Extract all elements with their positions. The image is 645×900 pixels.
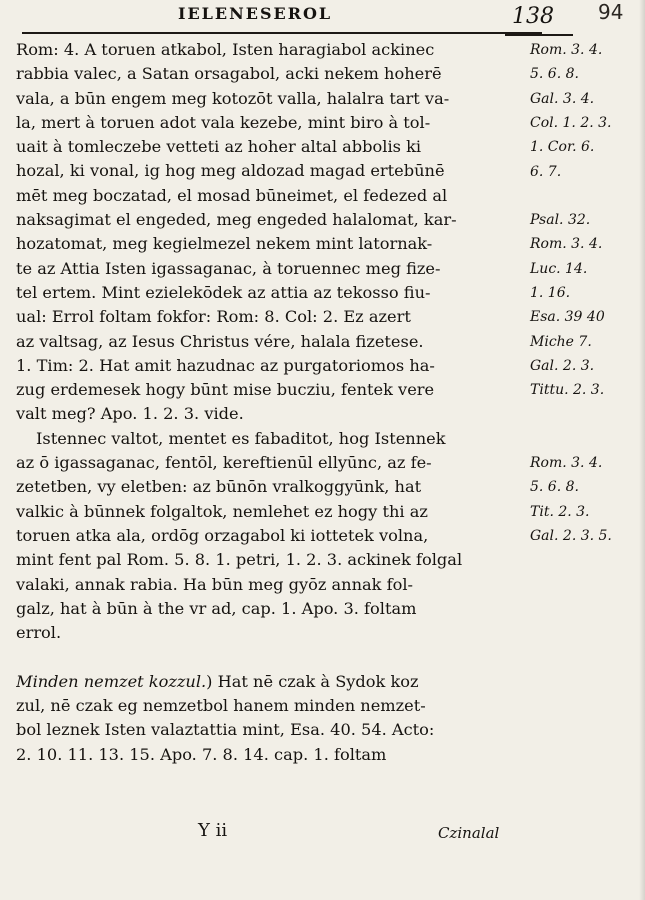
page-footer xyxy=(0,820,645,860)
text-line xyxy=(16,305,526,329)
text-line xyxy=(16,427,526,451)
text-line xyxy=(16,184,526,208)
margin-rubric: Minden nemzet kozzul. xyxy=(16,671,207,691)
text-line xyxy=(16,500,526,524)
line-text: 1. Tim: 2. Hat amit hazudnac az purgatoriomos ha- xyxy=(16,355,435,375)
text-line xyxy=(16,38,526,62)
scripture-reference: Psal. 32. xyxy=(530,212,591,229)
text-line xyxy=(16,257,526,281)
line-text: hozal, ki vonal, ig hog meg aldozad magad ertebūnē xyxy=(16,161,445,181)
text-line xyxy=(16,621,526,645)
text-line xyxy=(16,694,526,718)
line-text: ual: Errol foltam fokfor: Rom: 8. Col: 2. Ez azert xyxy=(16,307,411,327)
signature-mark: Y ii xyxy=(198,820,228,841)
handwritten-folio: 94 xyxy=(598,0,624,24)
text-line xyxy=(16,402,526,426)
text-line xyxy=(16,62,526,86)
scripture-reference: Rom. 3. 4. xyxy=(530,42,603,58)
line-text: zetetben, vy eletben: az būnōn vralkoggyūnk, hat xyxy=(16,477,422,497)
text-line xyxy=(16,232,526,256)
line-text: hozatomat, meg kegielmezel nekem mint latornak- xyxy=(16,234,433,254)
text-line xyxy=(16,330,526,354)
main-text-block xyxy=(16,38,526,767)
text-line xyxy=(16,645,526,669)
line-text: zug erdemesek hogy būnt mise bucziu, fentek vere xyxy=(16,380,435,400)
header-rule xyxy=(22,32,542,34)
line-text: az ō igassaganac, fentōl, kereftienūl ellyūnc, az fe- xyxy=(16,453,432,473)
text-line xyxy=(16,670,526,694)
line-text: errol. xyxy=(16,623,62,643)
page-edge-shadow xyxy=(639,0,645,900)
page-header xyxy=(0,0,645,36)
page-number-underline xyxy=(505,34,573,36)
line-text: Rom: 4. A toruen atkabol, Isten haragiabol ackinec xyxy=(16,40,435,59)
line-text: tel ertem. Mint ezielekōdek az attia az tekosso fiu- xyxy=(16,282,431,302)
scripture-reference: Gal. 2. 3. 5. xyxy=(530,528,612,544)
scripture-reference: 6. 7. xyxy=(530,163,562,180)
scripture-reference: Tit. 2. 3. xyxy=(530,503,590,520)
scripture-reference: 1. 16. xyxy=(530,285,571,301)
line-text: valkic à būnnek folgaltok, nemlehet ez hogy thi az xyxy=(16,501,428,521)
text-line xyxy=(16,524,526,548)
text-line xyxy=(16,135,526,159)
line-text: 2. 10. 11. 13. 15. Apo. 7. 8. 14. cap. 1. foltam xyxy=(16,744,387,764)
scripture-reference: Esa. 39 40 xyxy=(530,309,605,326)
line-text: uait à tomleczebe vetteti az hoher altal abbolis ki xyxy=(16,137,422,157)
scripture-reference: 5. 6. 8. xyxy=(530,479,579,496)
running-head: IELENESEROL xyxy=(178,4,333,23)
scripture-reference: 5. 6. 8. xyxy=(530,66,579,83)
scripture-reference: Col. 1. 2. 3. xyxy=(530,114,612,131)
text-line xyxy=(16,111,526,135)
line-text: vala, a būn engem meg kotozōt valla, halalra tart va- xyxy=(16,88,450,108)
text-line xyxy=(16,548,526,572)
line-text: az valtsag, az Iesus Christus vére, halala fizetese. xyxy=(16,331,424,351)
text-line xyxy=(16,597,526,621)
catchword: Czinalal xyxy=(438,824,500,842)
line-text: mint fent pal Rom. 5. 8. 1. petri, 1. 2. 3. ackinek folgal xyxy=(16,550,463,570)
scripture-reference: Gal. 3. 4. xyxy=(530,90,595,107)
text-line xyxy=(16,87,526,111)
line-text: rabbia valec, a Satan orsagabol, acki nekem hoherē xyxy=(16,64,442,84)
line-text: bol leznek Isten valaztattia mint, Esa. 40. 54. Acto: xyxy=(16,720,435,740)
text-line xyxy=(16,281,526,305)
line-text: zul, nē czak eg nemzetbol hanem minden nemzet- xyxy=(16,696,426,716)
page-number: 138 xyxy=(512,4,554,29)
text-line xyxy=(16,451,526,475)
line-text: galz, hat à būn à the vr ad, cap. 1. Apo. 3. foltam xyxy=(16,598,417,618)
line-text: naksagimat el engeded, meg engeded halalomat, kar- xyxy=(16,210,457,230)
scripture-reference: Miche 7. xyxy=(530,333,592,350)
line-text xyxy=(16,647,21,666)
scripture-reference: Tittu. 2. 3. xyxy=(530,382,605,399)
line-text: valaki, annak rabia. Ha būn meg gyōz annak fol- xyxy=(16,574,414,594)
text-line xyxy=(16,208,526,232)
line-text: toruen atka ala, ordōg orzagabol ki iottetek volna, xyxy=(16,525,429,545)
line-text: valt meg? Apo. 1. 2. 3. vide. xyxy=(16,404,244,424)
text-line xyxy=(16,159,526,183)
scripture-reference: Gal. 2. 3. xyxy=(530,357,595,374)
text-line xyxy=(16,743,526,767)
line-text: Istennec valtot, mentet es fabaditot, hog Istennek xyxy=(36,428,446,448)
text-line xyxy=(16,718,526,742)
line-text: te az Attia Isten igassaganac, à toruennec meg fize- xyxy=(16,258,441,278)
text-line xyxy=(16,475,526,499)
text-line xyxy=(16,378,526,402)
scripture-reference: Luc. 14. xyxy=(530,260,588,277)
text-line xyxy=(16,354,526,378)
line-text: ) Hat nē czak à Sydok koz xyxy=(206,671,419,691)
scripture-reference: Rom. 3. 4. xyxy=(530,455,603,472)
scripture-reference: Rom. 3. 4. xyxy=(530,236,603,253)
line-text: mēt meg boczatad, el mosad būneimet, el fedezed al xyxy=(16,185,448,205)
line-text: la, mert à toruen adot vala kezebe, mint biro à tol- xyxy=(16,112,431,132)
scripture-reference: 1. Cor. 6. xyxy=(530,139,595,156)
text-line xyxy=(16,573,526,597)
